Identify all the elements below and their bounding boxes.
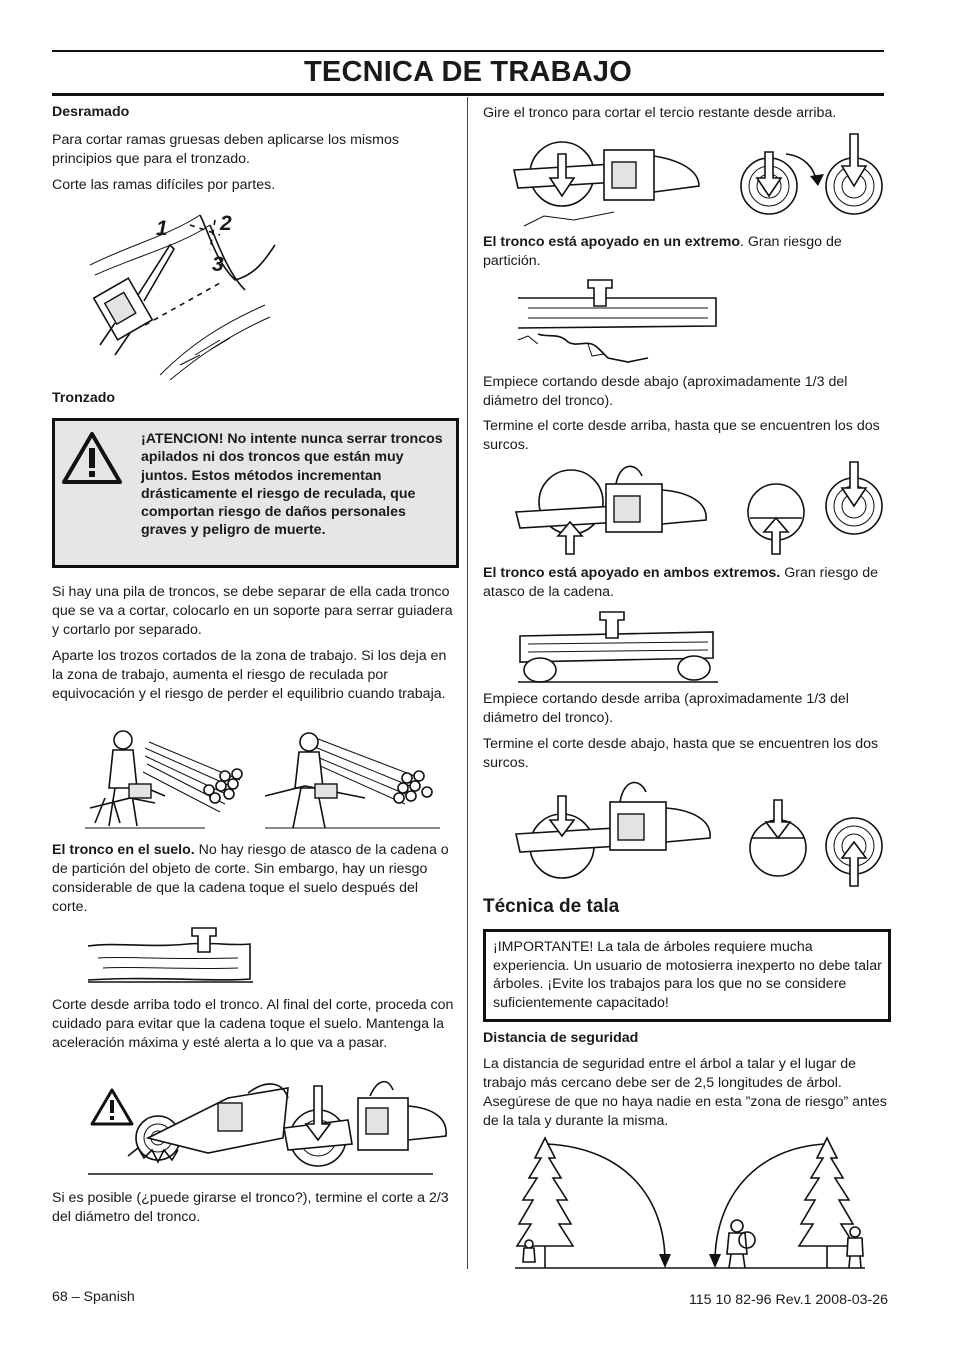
log-pile-illustration	[85, 728, 450, 836]
pile-paragraph-2: Aparte los trozos cortados de la zona de trabajo. Si los deja en la zona de trabajo, aumenta el riesgo de reculada por equivocación y el riesgo de perder el equilibrio cuando trabaja.	[52, 648, 447, 702]
limbing-illustration	[70, 205, 280, 385]
header-rule	[52, 50, 884, 52]
branch-label-3: 3	[212, 253, 224, 276]
both-ends-rest: Gran riesgo de atasco de la cadena.	[483, 565, 879, 600]
one-end-paragraph-1	[483, 233, 885, 271]
tronzado-heading: Tronzado	[52, 390, 116, 406]
footer-doc-number: 115 10 82-96 Rev.1 2008-03-26	[688, 1292, 888, 1308]
felling-distance-illustration	[515, 1138, 865, 1274]
desramado-heading: Desramado	[52, 104, 130, 120]
warning-box	[52, 418, 459, 568]
log-on-ground-illustration	[88, 924, 253, 988]
both-ends-bold: El tronco está apoyado en ambos extremos.	[483, 565, 781, 581]
desramado-paragraph-1: Para cortar ramas gruesas deben aplicarse los mismos principios que para el tronzado.	[52, 132, 399, 167]
footer-page: 68 – Spanish	[52, 1289, 135, 1305]
both-ends-paragraph-2: Empiece cortando desde arriba (aproximadamente 1/3 del diámetro del tronco).	[483, 691, 849, 726]
important-box	[483, 929, 891, 1022]
branch-label-2: 2	[220, 212, 232, 235]
one-end-paragraph-3: Termine el corte desde arriba, hasta que se encuentren los dos surcos.	[483, 418, 880, 453]
one-end-rest: . Gran riesgo de partición.	[483, 234, 842, 269]
warning-text: ¡ATENCION! No intente nunca serrar troncos apilados ni dos troncos que están muy juntos. Estos métodos incrementan drásticamente el riesgo de reculada, que comportan riesgo de daños personales graves y peligro de muerte.	[141, 431, 443, 539]
one-end-paragraph-2: Empiece cortando desde abajo (aproximadamente 1/3 del diámetro del tronco).	[483, 374, 848, 409]
ground-paragraph-2: Corte desde arriba todo el tronco. Al final del corte, proceda con cuidado para evitar que la cadena toque el suelo. Mantenga la aceleración máxima y esté alerta a lo que va a pasar.	[52, 997, 454, 1051]
both-ends-paragraph-3: Termine el corte desde abajo, hasta que se encuentren los dos surcos.	[483, 736, 879, 771]
pile-paragraph-1: Si hay una pila de troncos, se debe separar de ella cada tronco que se va a cortar, colocarlo en un soporte para serrar guiadera y cortarlo por separado.	[52, 584, 453, 638]
ground-paragraph-3: Si es posible (¿puede girarse el tronco?), termine el corte a 2/3 del diámetro del tronco.	[52, 1190, 449, 1225]
one-end-cut-illustration	[516, 462, 886, 558]
tala-heading: Técnica de tala	[483, 896, 620, 917]
distancia-heading: Distancia de seguridad	[483, 1030, 639, 1046]
both-ends-cut-illustration	[516, 776, 886, 888]
one-end-supported-illustration	[518, 278, 718, 368]
ground-rest: No hay riesgo de atasco de la cadena o de partición del objeto de corte. Sin embargo, hay un riesgo considerable de que la cadena toque el suelo después del corte.	[52, 842, 449, 915]
branch-label-1: 1	[156, 217, 168, 240]
both-ends-supported-illustration	[518, 608, 718, 684]
warning-icon	[61, 431, 123, 486]
ground-bold: El tronco en el suelo.	[52, 842, 195, 858]
turn-paragraph: Gire el tronco para cortar el tercio restante desde arriba.	[483, 105, 837, 121]
both-ends-paragraph-1	[483, 564, 885, 602]
important-text: ¡IMPORTANTE! La tala de árboles requiere mucha experiencia. Un usuario de motosierra inexperto no debe talar árboles. ¡Evite los trabajos para los que no se considere suficientemente capacitado!	[493, 939, 882, 1011]
turn-log-illustration	[514, 130, 884, 228]
column-divider	[467, 97, 468, 1269]
ground-paragraph-1	[52, 841, 454, 917]
distancia-paragraph: La distancia de seguridad entre el árbol a talar y el lugar de trabajo más cercano debe ser de 2,5 longitudes de árbol. Asegúrese de que no haya nadie en esta ”zona de riesgo” antes de la tala y durante la misma.	[483, 1056, 887, 1129]
desramado-paragraph-2: Corte las ramas difíciles por partes.	[52, 177, 276, 193]
ground-cut-illustration	[88, 1078, 448, 1178]
one-end-bold: El tronco está apoyado en un extremo	[483, 234, 741, 250]
title-rule	[52, 93, 884, 96]
page-title: TECNICA DE TRABAJO	[304, 56, 632, 88]
